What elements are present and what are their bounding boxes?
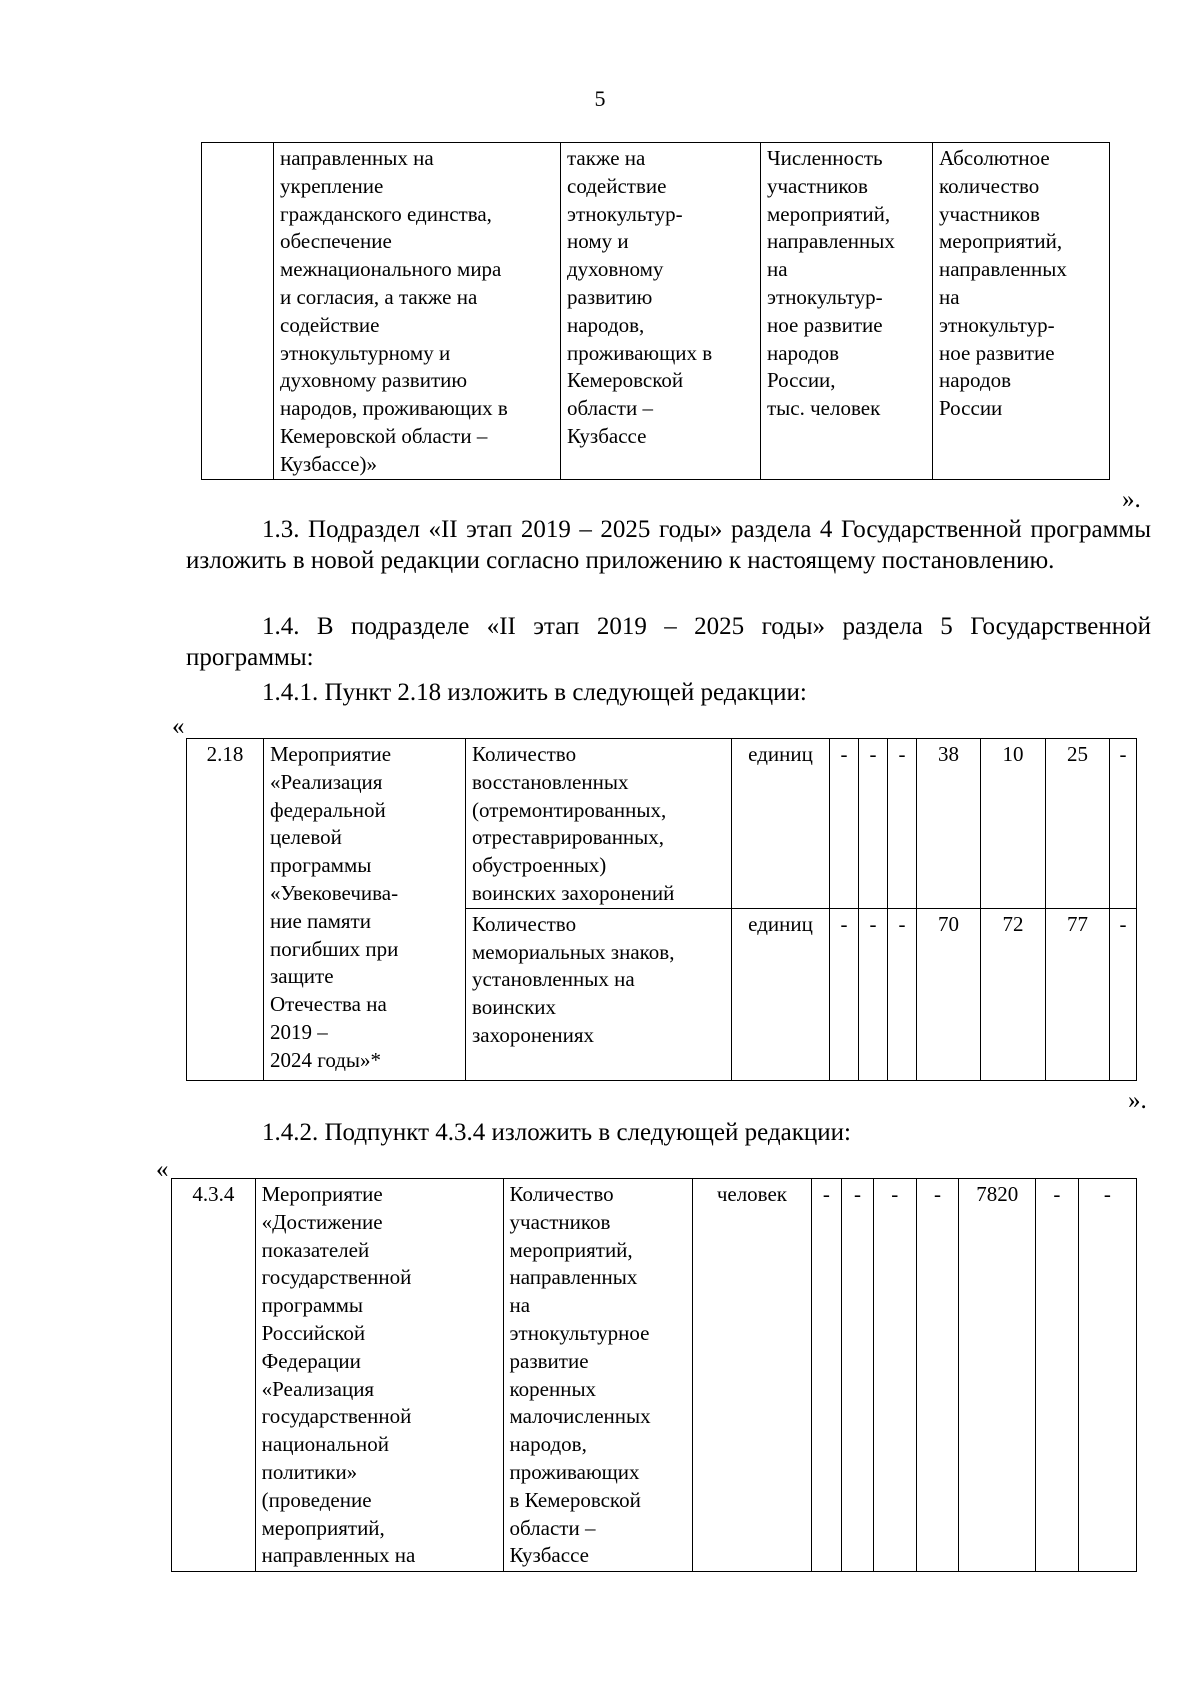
table1-cell-indicator-abs: Абсолютное количество участников мероприятий, направленных на этнокультур- ное развитие народов России	[933, 143, 1110, 480]
table-row	[187, 739, 1137, 909]
table2-cell-value: -	[1110, 739, 1137, 909]
table2-open-quote: «	[172, 713, 185, 740]
table2-cell-value: 72	[981, 908, 1046, 1080]
table2-cell-value: -	[859, 739, 888, 909]
table1-cell-event-cont: также на содействие этнокультур- ному и духовному развитию народов, проживающих в Кемеровской области – Кузбассе	[561, 143, 761, 480]
table2-cell-value: -	[830, 908, 859, 1080]
table1-cell-num	[202, 143, 274, 480]
table2-cell-value: 77	[1046, 908, 1110, 1080]
table2-cell-value: -	[888, 739, 917, 909]
table-row	[202, 143, 1110, 480]
paragraph-1-4: 1.4. В подразделе «II этап 2019 – 2025 годы» раздела 5 Государственной программы:	[186, 613, 1151, 671]
table-indicators-continuation	[201, 142, 1110, 480]
table3-cell-value: -	[916, 1179, 959, 1572]
paragraph-1-4-1: 1.4.1. Пункт 2.18 изложить в следующей редакции:	[262, 679, 807, 706]
table3-cell-value: -	[842, 1179, 874, 1572]
table3-cell-num: 4.3.4	[172, 1179, 256, 1572]
table2-cell-value: 38	[917, 739, 981, 909]
table2-cell-unit: единиц	[732, 908, 830, 1080]
table1-close-quote: ».	[1122, 486, 1141, 513]
table-item-2-18	[186, 738, 1137, 1081]
table2-cell-num: 2.18	[187, 739, 264, 1081]
table3-cell-value: -	[1078, 1179, 1136, 1572]
table2-cell-value: -	[830, 739, 859, 909]
table2-cell-value: -	[859, 908, 888, 1080]
table1-cell-event: направленных на укрепление гражданского единства, обеспечение межнационального мира и согласия, а также на содействие этнокультурному и духовному развитию народов, проживающих в Кемеровской области – Кузбассе)»	[274, 143, 561, 480]
table2-cell-event: Мероприятие «Реализация федеральной целевой программы «Увековечива- ние памяти погибших при защите Отечества на 2019 – 2024 годы»*	[264, 739, 466, 1081]
table-item-4-3-4	[171, 1178, 1137, 1572]
table2-cell-value: 70	[917, 908, 981, 1080]
table3-cell-value: 7820	[959, 1179, 1036, 1572]
page-number: 5	[594, 86, 606, 111]
table-row	[172, 1179, 1137, 1572]
table3-cell-unit: человек	[693, 1179, 811, 1572]
table2-cell-value: -	[888, 908, 917, 1080]
table3-cell-value: -	[811, 1179, 842, 1572]
table3-open-quote: «	[156, 1156, 169, 1183]
paragraph-1-3: 1.3. Подраздел «II этап 2019 – 2025 годы» раздела 4 Государственной программы изложить в новой редакции согласно приложению к настоящему постановлению.	[186, 516, 1151, 574]
table2-cell-value: 25	[1046, 739, 1110, 909]
table2-cell-unit: единиц	[732, 739, 830, 909]
table3-cell-event: Мероприятие «Достижение показателей государственной программы Российской Федерации «Реализация государственной национальной политики» (проведение мероприятий, направленных на	[255, 1179, 503, 1572]
table1-cell-indicator: Численность участников мероприятий, направленных на этнокультур- ное развитие народов России, тыс. человек	[761, 143, 933, 480]
paragraph-1-4-2: 1.4.2. Подпункт 4.3.4 изложить в следующей редакции:	[262, 1119, 851, 1146]
table3-cell-value: -	[1035, 1179, 1078, 1572]
table3-cell-value: -	[873, 1179, 916, 1572]
table2-cell-indicator: Количество восстановленных (отремонтированных, отреставрированных, обустроенных) воинских захоронений	[466, 739, 732, 909]
table3-cell-indicator: Количество участников мероприятий, направленных на этнокультурное развитие коренных малочисленных народов, проживающих в Кемеровской области – Кузбассе	[503, 1179, 693, 1572]
table2-cell-value: -	[1110, 908, 1137, 1080]
table2-cell-indicator: Количество мемориальных знаков, установленных на воинских захоронениях	[466, 908, 732, 1080]
table2-cell-value: 10	[981, 739, 1046, 909]
table2-close-quote: ».	[1128, 1087, 1147, 1114]
